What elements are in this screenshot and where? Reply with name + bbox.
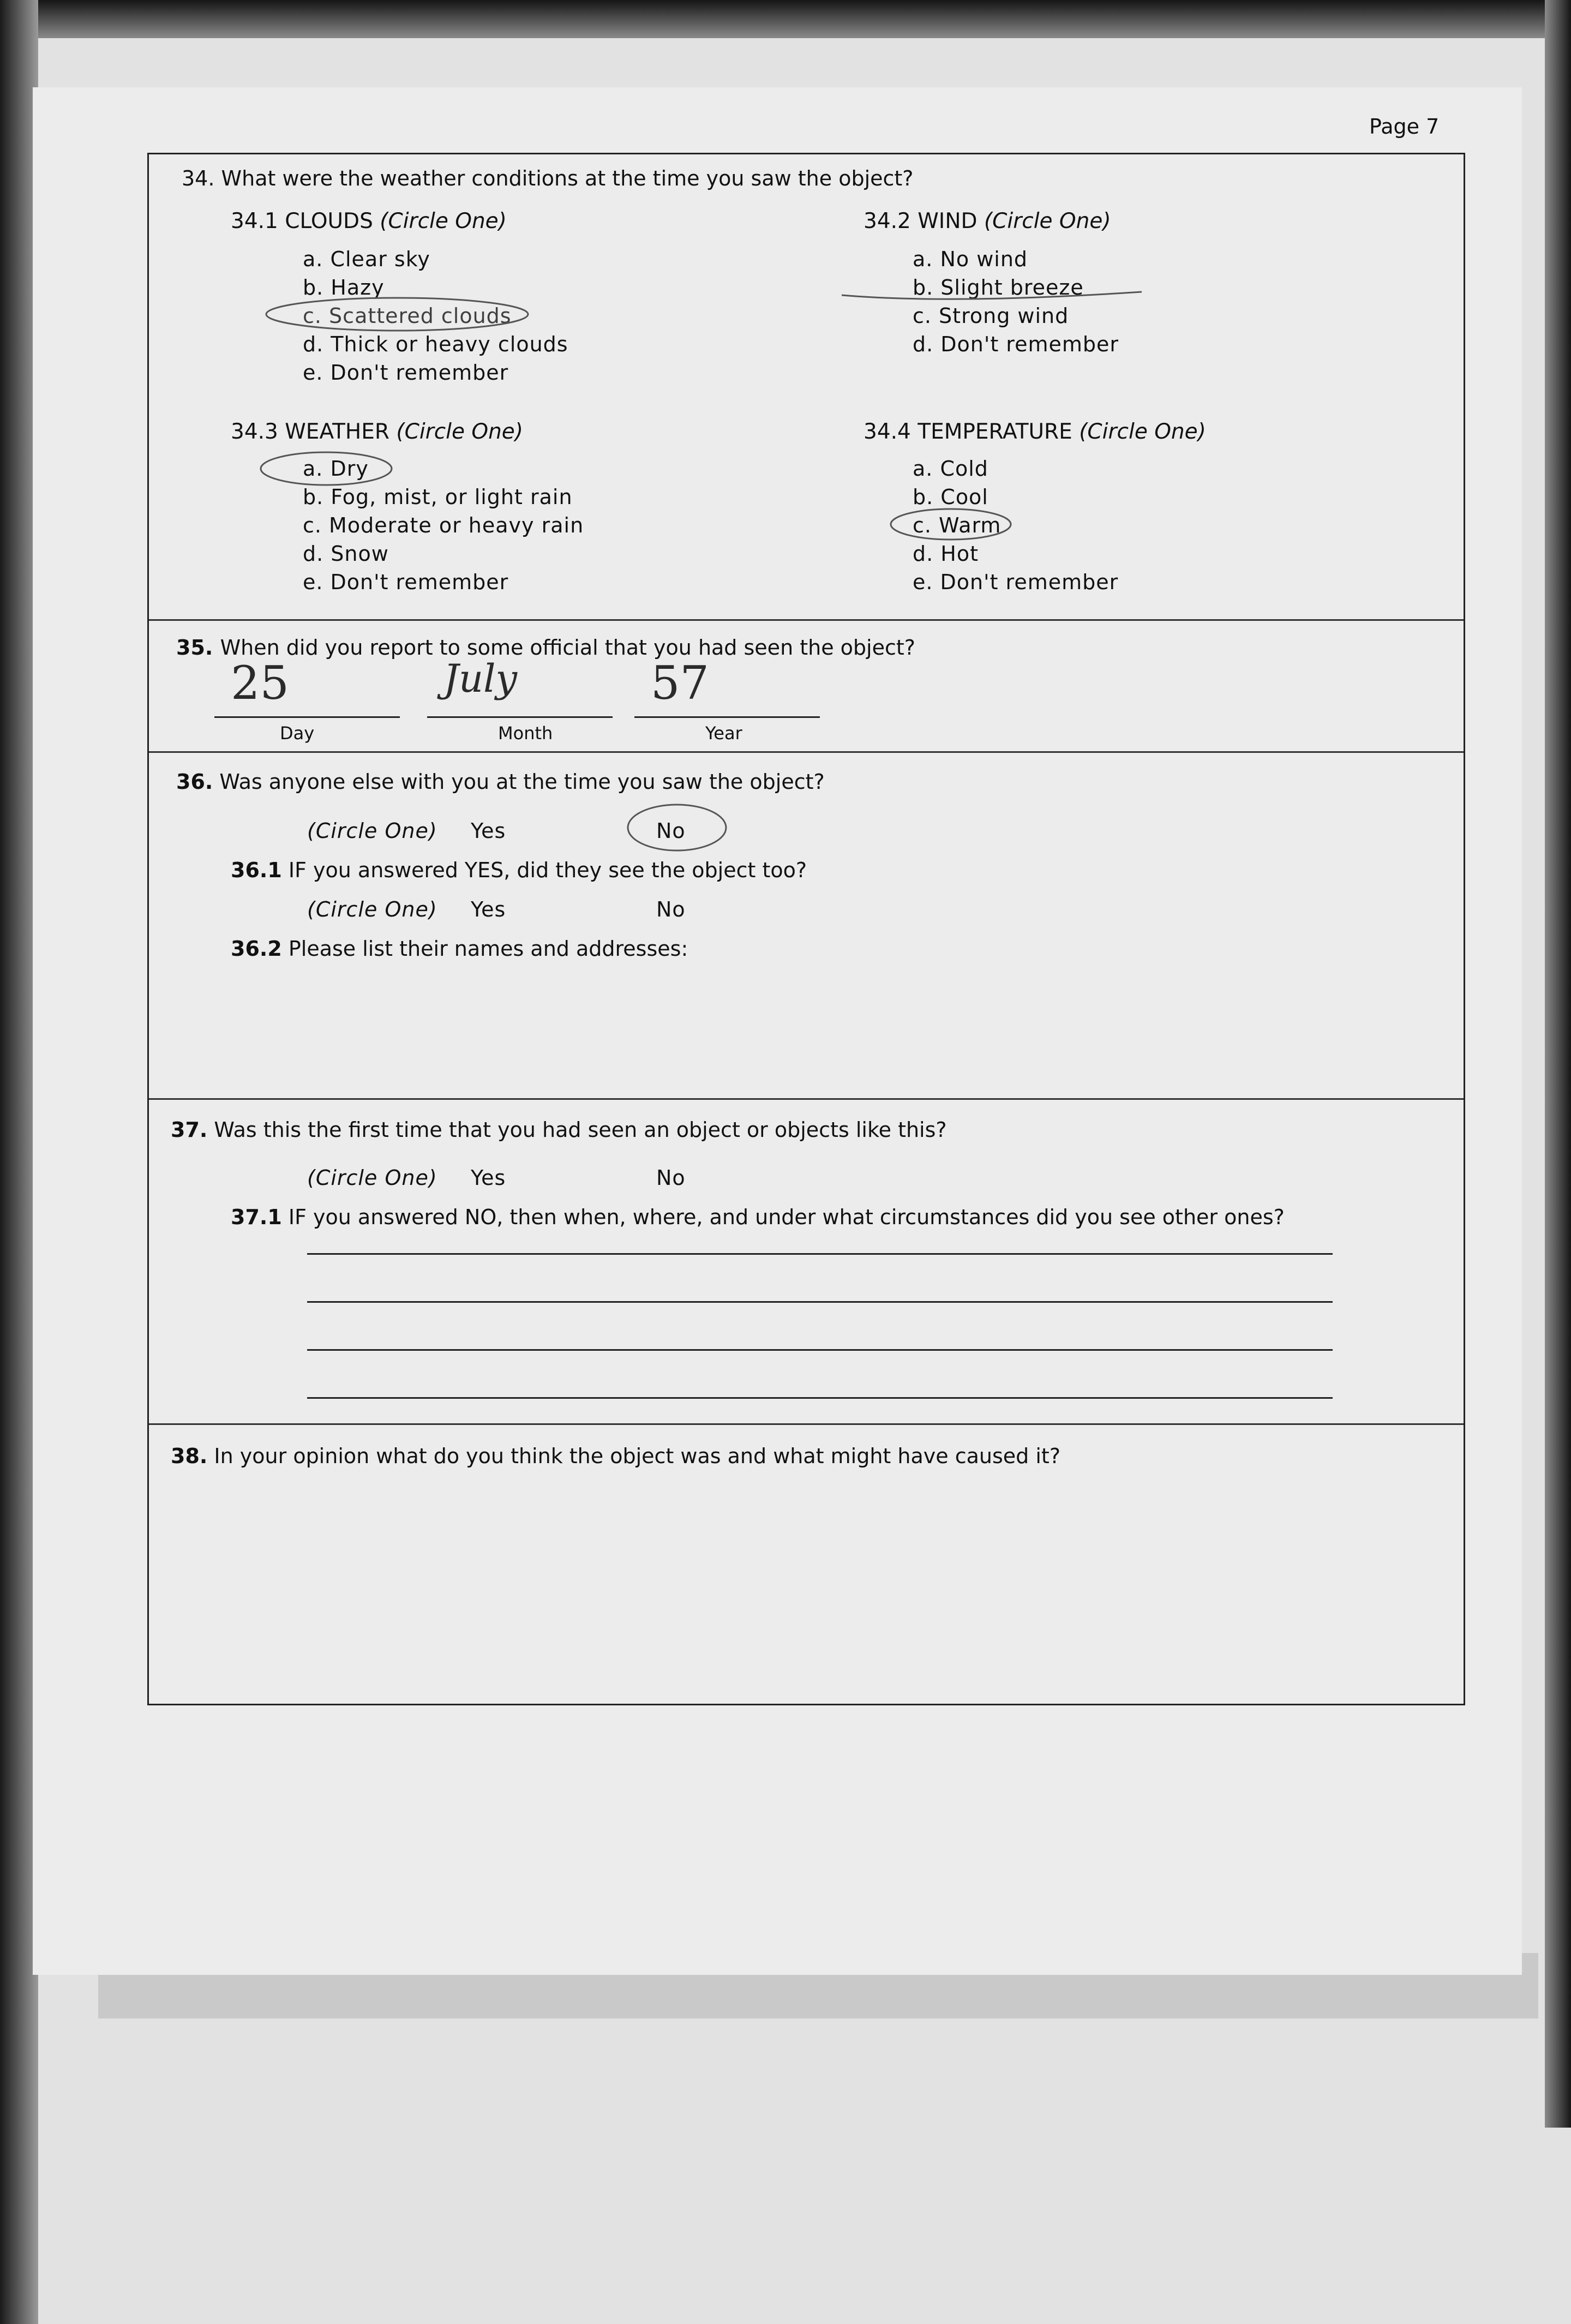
year-label: Year bbox=[705, 723, 742, 744]
weather-option-c[interactable]: c. Moderate or heavy rain bbox=[303, 513, 584, 537]
clouds-instruction: (Circle One) bbox=[380, 209, 507, 233]
weather-instruction: (Circle One) bbox=[396, 420, 524, 444]
weather-option-b[interactable]: b. Fog, mist, or light rain bbox=[303, 485, 573, 509]
wind-number: 34.2 bbox=[864, 209, 911, 233]
wind-option-c[interactable]: c. Strong wind bbox=[913, 304, 1069, 328]
q34-question: What were the weather conditions at the time you saw the object? bbox=[221, 166, 914, 190]
temperature-option-e[interactable]: e. Don't remember bbox=[913, 570, 1119, 594]
wind-instruction: (Circle One) bbox=[984, 209, 1111, 233]
wind-option-b[interactable]: b. Slight breeze bbox=[913, 275, 1084, 300]
day-handwritten: 25 bbox=[231, 656, 289, 710]
q38-question: In your opinion what do you think the object was and what might have caused it? bbox=[214, 1444, 1060, 1468]
circle-scattered-clouds bbox=[266, 298, 528, 331]
circle-warm bbox=[891, 509, 1011, 540]
q37-number: 37. bbox=[171, 1118, 208, 1142]
weather-title: WEATHER bbox=[285, 420, 389, 444]
q36-instruction: (Circle One) bbox=[307, 819, 437, 843]
clouds-option-e[interactable]: e. Don't remember bbox=[303, 361, 509, 385]
q36-1-question: IF you answered YES, did they see the object too? bbox=[288, 858, 807, 882]
wind-option-d[interactable]: d. Don't remember bbox=[913, 332, 1119, 356]
questionnaire-box bbox=[147, 153, 1465, 1705]
weather-number: 34.3 bbox=[231, 420, 278, 444]
clouds-option-a[interactable]: a. Clear sky bbox=[303, 247, 430, 271]
q36-number: 36. bbox=[176, 770, 213, 794]
q37-question: Was this the first time that you had seen an object or objects like this? bbox=[214, 1118, 947, 1142]
page-number: Page 7 bbox=[1369, 115, 1440, 139]
year-handwritten: 57 bbox=[651, 656, 709, 710]
underline-slight-breeze bbox=[842, 292, 1142, 299]
clouds-option-b[interactable]: b. Hazy bbox=[303, 275, 385, 300]
wind-option-a[interactable]: a. No wind bbox=[913, 247, 1028, 271]
form-page bbox=[33, 87, 1522, 1975]
clouds-number: 34.1 bbox=[231, 209, 278, 233]
weather-option-a[interactable]: a. Dry bbox=[303, 457, 369, 481]
q36-yes[interactable]: Yes bbox=[471, 819, 506, 843]
film-edge-top bbox=[0, 0, 1571, 38]
temperature-option-a[interactable]: a. Cold bbox=[913, 457, 988, 481]
q36-1-yes[interactable]: Yes bbox=[471, 897, 506, 921]
q37-instruction: (Circle One) bbox=[307, 1166, 437, 1190]
q35-question: When did you report to some official that you had seen the object? bbox=[220, 636, 915, 660]
clouds-title: CLOUDS bbox=[285, 209, 373, 233]
q38-number: 38. bbox=[171, 1444, 208, 1468]
q35-number: 35. bbox=[176, 636, 213, 660]
month-label: Month bbox=[498, 723, 553, 744]
q36-1-instruction: (Circle One) bbox=[307, 897, 437, 921]
circle-no bbox=[628, 805, 726, 850]
temperature-number: 34.4 bbox=[864, 420, 911, 444]
temperature-option-d[interactable]: d. Hot bbox=[913, 542, 979, 566]
clouds-option-c[interactable]: c. Scattered clouds bbox=[303, 304, 512, 328]
q37-1-question: IF you answered NO, then when, where, and under what circumstances did you see other ones? bbox=[288, 1205, 1285, 1229]
temperature-option-b[interactable]: b. Cool bbox=[913, 485, 988, 509]
q34-number: 34. bbox=[182, 166, 215, 190]
circle-dry bbox=[261, 452, 392, 485]
q36-question: Was anyone else with you at the time you saw the object? bbox=[219, 770, 825, 794]
q36-2-number: 36.2 bbox=[231, 937, 282, 961]
temperature-title: TEMPERATURE bbox=[918, 420, 1072, 444]
weather-option-e[interactable]: e. Don't remember bbox=[303, 570, 509, 594]
temperature-instruction: (Circle One) bbox=[1079, 420, 1206, 444]
q36-no[interactable]: No bbox=[656, 819, 686, 843]
q36-1-no[interactable]: No bbox=[656, 897, 686, 921]
weather-option-d[interactable]: d. Snow bbox=[303, 542, 389, 566]
clouds-option-d[interactable]: d. Thick or heavy clouds bbox=[303, 332, 568, 356]
q37-yes[interactable]: Yes bbox=[471, 1166, 506, 1190]
month-handwritten: July bbox=[443, 656, 518, 701]
q36-1-number: 36.1 bbox=[231, 858, 282, 882]
film-edge-right bbox=[1545, 0, 1571, 2128]
wind-title: WIND bbox=[918, 209, 978, 233]
q37-1-number: 37.1 bbox=[231, 1205, 282, 1229]
temperature-option-c[interactable]: c. Warm bbox=[913, 513, 1002, 537]
q37-no[interactable]: No bbox=[656, 1166, 686, 1190]
pencil-marks bbox=[149, 154, 1464, 1704]
day-label: Day bbox=[280, 723, 315, 744]
q36-2-question: Please list their names and addresses: bbox=[288, 937, 688, 961]
